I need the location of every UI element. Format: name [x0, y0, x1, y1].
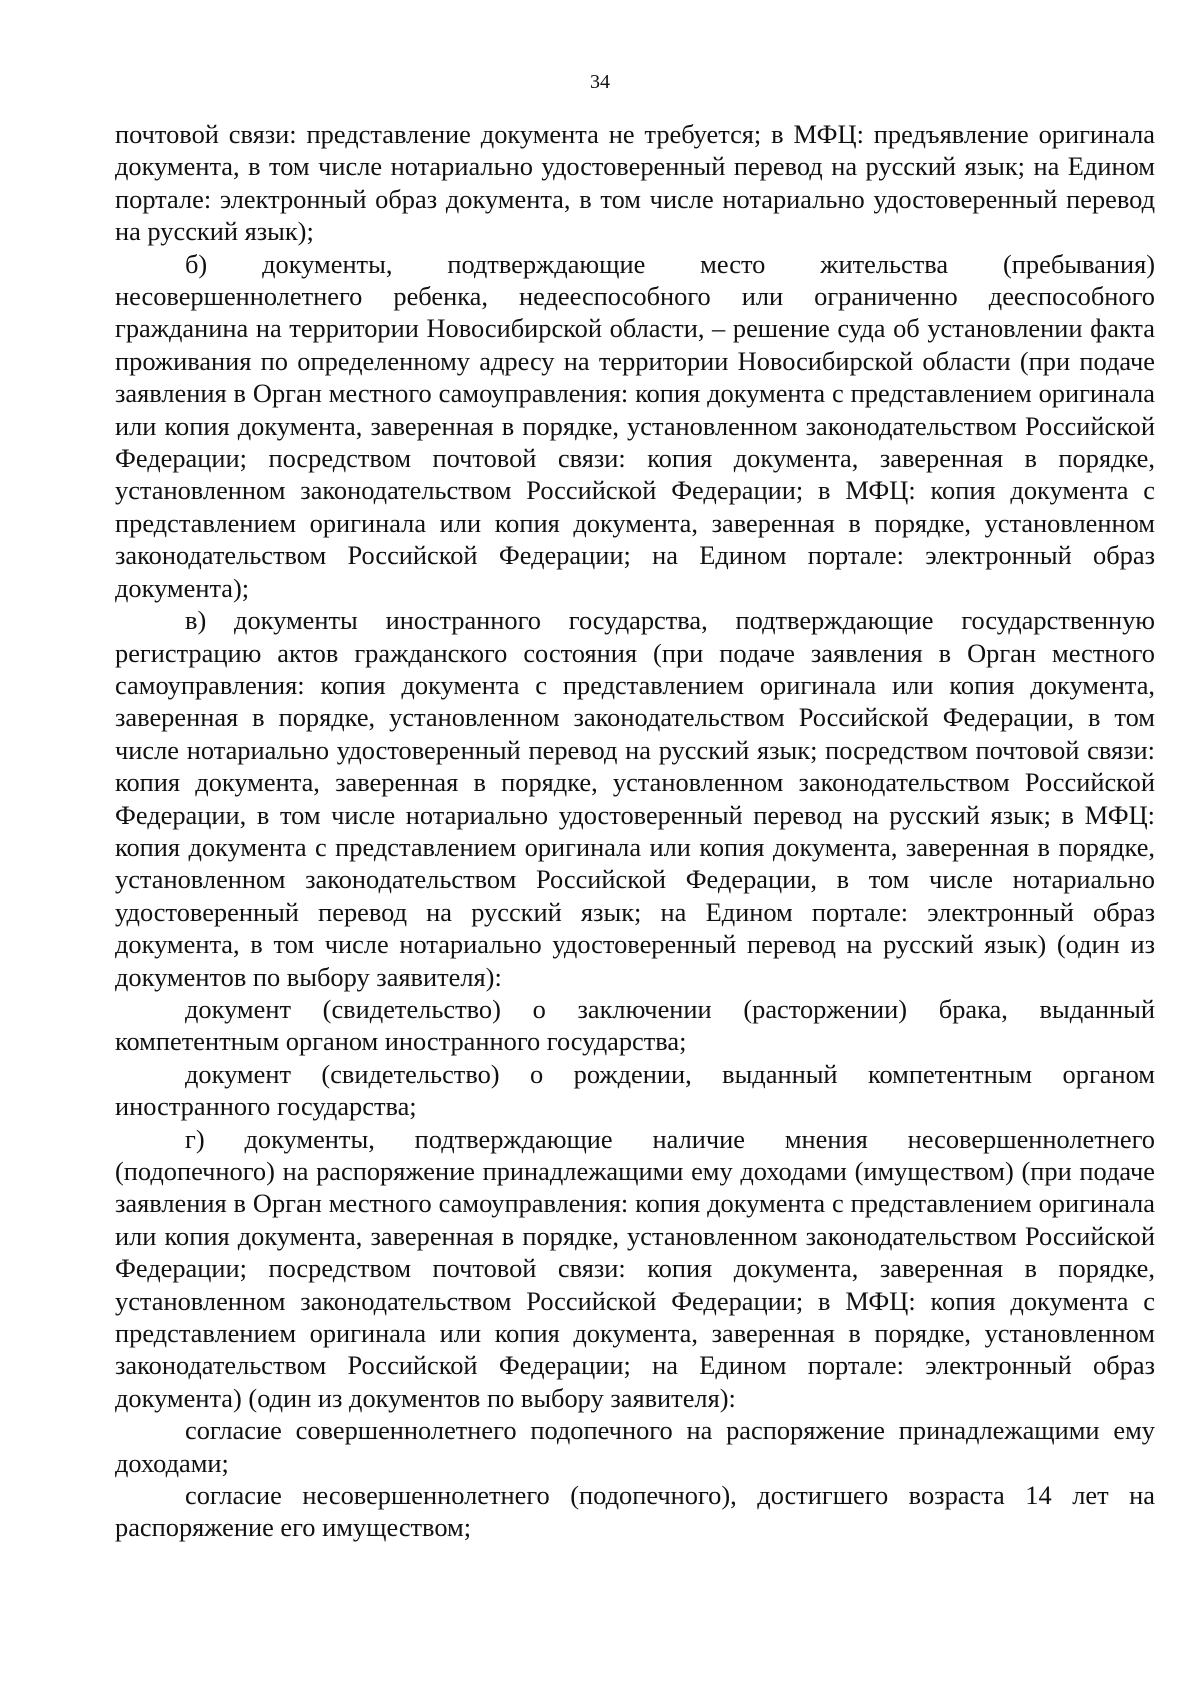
- paragraph-item-g-ward-opinion: г) документы, подтверждающие наличие мнения несовершеннолетнего (подопечного) на распоряжение принадлежащими ему доходами (имуществом) (при подаче заявления в Орган местного самоуправления: копия документа с представлением оригинала или копия документа, заверенная в порядке, установленном законодательством Российской Федерации; посредством почтовой связи: копия документа, заверенная в порядке, установленном законодательством Российской Федерации; в МФЦ: копия документа с представлением оригинала или копия документа, заверенная в порядке, установленном законодательством Российской Федерации; на Едином портале: электронный образ документа) (один из документов по выбору заявителя):: [115, 1123, 1155, 1413]
- paragraph-item-b-residence-documents: б) документы, подтверждающие место жительства (пребывания) несовершеннолетнего ребенка, недееспособного или ограниченно дееспособного гражданина на территории Новосибирской области, – решение суда об установлении факта проживания по определенному адресу на территории Новосибирской области (при подаче заявления в Орган местного самоуправления: копия документа с представлением оригинала или копия документа, заверенная в порядке, установленном законодательством Российской Федерации; посредством почтовой связи: копия документа, заверенная в порядке, установленном законодательством Российской Федерации; в МФЦ: копия документа с представлением оригинала или копия документа, заверенная в порядке, установленном законодательством Российской Федерации; на Едином портале: электронный образ документа);: [115, 248, 1155, 603]
- document-body: [115, 118, 1155, 1544]
- paragraph-birth-certificate: документ (свидетельство) о рождении, выданный компетентным органом иностранного государства;: [115, 1058, 1155, 1122]
- paragraph-minor-ward-consent: согласие несовершеннолетнего (подопечного), достигшего возраста 14 лет на распоряжение его имуществом;: [115, 1480, 1155, 1543]
- paragraph-marriage-certificate: документ (свидетельство) о заключении (расторжении) брака, выданный компетентным органом иностранного государства;: [115, 993, 1155, 1057]
- paragraph-adult-ward-consent: согласие совершеннолетнего подопечного на распоряжение принадлежащими ему доходами;: [115, 1415, 1155, 1478]
- page-number: 34: [590, 71, 610, 93]
- paragraph-postal-continuation: почтовой связи: представление документа не требуется; в МФЦ: предъявление оригинала документа, в том числе нотариально удостоверенный перевод на русский язык; на Едином портале: электронный образ документа, в том числе нотариально удостоверенный перевод на русский язык);: [115, 119, 1155, 247]
- paragraph-item-v-foreign-documents: в) документы иностранного государства, подтверждающие государственную регистрацию актов гражданского состояния (при подаче заявления в Орган местного самоуправления: копия документа с представлением оригинала или копия документа, заверенная в порядке, установленном законодательством Российской Федерации, в том числе нотариально удостоверенный перевод на русский язык; посредством почтовой связи: копия документа, заверенная в порядке, установленном законодательством Российской Федерации, в том числе нотариально удостоверенный перевод на русский язык; в МФЦ: копия документа с представлением оригинала или копия документа, заверенная в порядке, установленном законодательством Российской Федерации, в том числе нотариально удостоверенный перевод на русский язык; на Едином портале: электронный образ документа, в том числе нотариально удостоверенный перевод на русский язык) (один из документов по выбору заявителя):: [115, 605, 1155, 992]
